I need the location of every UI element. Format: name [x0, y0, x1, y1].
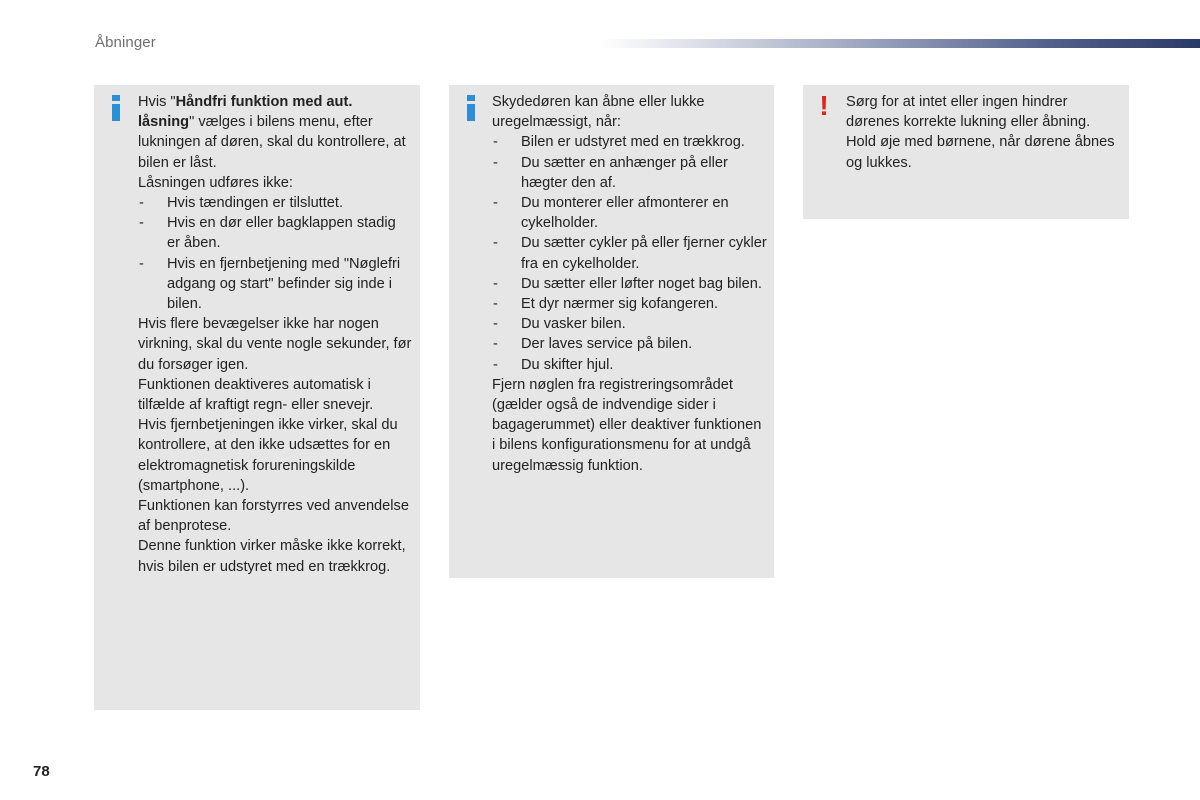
condition-list — [492, 132, 768, 374]
list-item: - Du sætter cykler på eller fjerner cykler fra en cykelholder. — [493, 235, 767, 272]
list-item: - Hvis en fjernbetjening med "Nøglefri adgang og start" befinder sig inde i bilen. — [139, 255, 401, 313]
list-item: - Du vasker bilen. — [493, 316, 626, 333]
info-box-content — [492, 92, 768, 476]
info-icon — [466, 95, 476, 121]
list-item: - Hvis en dør eller bagklappen stadig er åben. — [139, 215, 396, 252]
info-icon — [111, 95, 121, 121]
info-box-handsfree-locking — [94, 85, 420, 710]
page-number: 78 — [33, 763, 50, 780]
info-box-content — [138, 92, 412, 577]
lock-not-label: Låsningen udføres ikke: — [138, 174, 293, 191]
list-item: - Du sætter eller løfter noget bag bilen. — [493, 275, 762, 292]
condition-list — [138, 193, 412, 314]
warning-box-obstruction — [803, 85, 1129, 219]
header-gradient-bar — [600, 39, 1200, 48]
paragraph: Funktionen kan forstyrres ved anvendelse af benprotese. — [138, 498, 409, 535]
list-item: - Bilen er udstyret med en trækkrog. — [493, 134, 745, 151]
list-item: - Du monterer eller afmonterer en cykelholder. — [493, 195, 729, 232]
warning-text: Sørg for at intet eller ingen hindrer dørenes korrekte lukning eller åbning. Hold øje med børnene, når dørene åbnes og lukkes. — [846, 94, 1115, 171]
list-item: - Du skifter hjul. — [493, 356, 614, 373]
list-item: - Der laves service på bilen. — [493, 336, 693, 353]
warning-box-content — [846, 92, 1122, 173]
list-item: - Et dyr nærmer sig kofangeren. — [493, 296, 719, 313]
warning-icon: ! — [819, 90, 829, 121]
intro-paragraph: Hvis "Håndfri funktion med aut. låsning" vælges i bilens menu, efter lukningen af døren, skal du kontrollere, at bilen er låst. — [138, 94, 406, 171]
intro-paragraph: Skydedøren kan åbne eller lukke uregelmæssigt, når: — [492, 94, 705, 131]
paragraph: Funktionen deaktiveres automatisk i tilfælde af kraftigt regn- eller snevejr. — [138, 376, 374, 414]
list-item: - Hvis tændingen er tilsluttet. — [139, 195, 344, 212]
feature-name: Håndfri funktion med aut. låsning — [138, 94, 353, 131]
closing-paragraph: Fjern nøglen fra registreringsområdet (gælder også de indvendige sider i bagagerummet) eller deaktiver funktionen i bilens konfigurationsmenu for at undgå uregelmæssig funktion. — [492, 376, 762, 474]
paragraph: Hvis flere bevægelser ikke har nogen virkning, skal du vente nogle sekunder, før du forsøger igen. — [138, 316, 412, 373]
list-item: - Du sætter en anhænger på eller hægter den af. — [493, 154, 728, 191]
paragraph: Denne funktion virker måske ikke korrekt, hvis bilen er udstyret med en trækkrog. — [138, 538, 406, 575]
info-box-sliding-door — [449, 85, 774, 578]
section-title: Åbninger — [95, 34, 156, 51]
paragraph: Hvis fjernbetjeningen ikke virker, skal du kontrollere, at den ikke udsættes for en elektromagnetisk forureningskilde (smartphone, ...). — [138, 417, 398, 494]
